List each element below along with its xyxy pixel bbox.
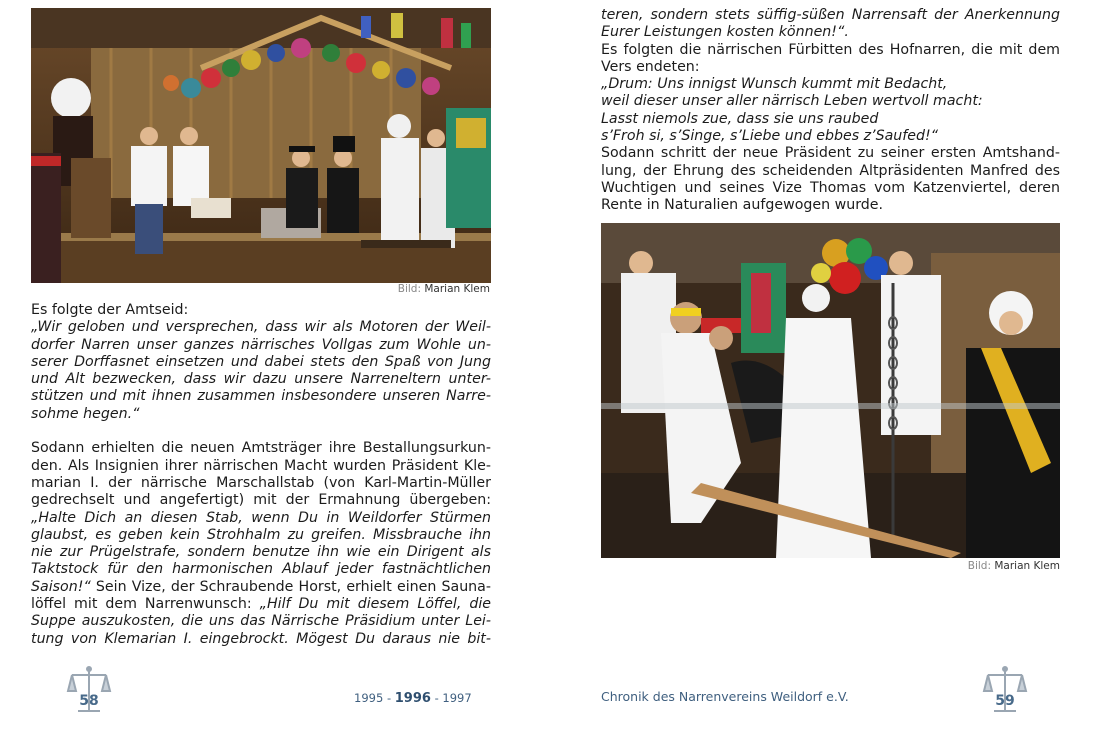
text-line: „Drum: Uns innigst Wunsch kummt mit Bedacht, <box>601 76 948 93</box>
text-line: s’Froh si, s’Singe, s’Liebe und ebbes z’Saufed!“ <box>601 128 939 145</box>
text-line: Lasst niemols zue, dass sie uns raubed <box>601 110 879 127</box>
text-fragment: Saison!“ <box>31 578 91 595</box>
text-line: serer Dorffasnet einsetzen und dabei stets den Spaß von Jung <box>31 353 491 370</box>
text-line: lung, der Ehrung des scheidenden Altpräsidenten Manfred des <box>601 162 1060 179</box>
weighing-ceremony-image <box>601 223 1060 558</box>
weighing-ceremony-photo <box>601 223 1060 558</box>
text-line: tung von Klemarian I. eingebrockt. Mögest Du daraus nie bit- <box>31 630 491 647</box>
right-body-text <box>601 7 1060 215</box>
caption-photographer: Marian Klem <box>424 283 490 295</box>
year-separator: - <box>386 691 392 705</box>
text-line: Taktstock für den harmonischen Ablauf jeder fastnächtlichen <box>31 561 491 578</box>
stage-ceremony-image <box>31 8 491 283</box>
right-photo-caption <box>968 560 1060 572</box>
footer-year-range <box>354 691 472 706</box>
year-current: 1996 <box>394 691 431 706</box>
year-next: 1997 <box>442 691 472 705</box>
year-separator: - <box>434 691 439 705</box>
caption-label: Bild: <box>967 560 991 572</box>
text-fragment: „Hilf Du mit diesem Löffel, die <box>259 596 492 613</box>
scales-emblem-icon <box>66 665 112 717</box>
text-line: stützen und mit ihnen zusammen insbesondere unseren Narre- <box>31 388 491 405</box>
text-line: und Alt bezwecken, dass wir dazu unsere Narreneltern unter- <box>31 371 491 388</box>
stage-ceremony-photo <box>31 8 491 283</box>
page-number-text: 58 <box>79 693 99 709</box>
text-line-mixed <box>31 579 491 596</box>
footer-chronicle-title: Chronik des Narrenvereins Weildorf e.V. <box>601 689 849 704</box>
text-line: Es folgten die närrischen Fürbitten des Hofnarren, die mit dem <box>601 41 1060 58</box>
text-line: Rente in Naturalien aufgewogen wurde. <box>601 197 884 214</box>
caption-label: Bild: <box>397 283 421 295</box>
paragraph-gap <box>31 423 491 440</box>
text-line: nie zur Prügelstrafe, sondern benutze ihn wie ein Dirigent als <box>31 544 491 561</box>
text-line: weil dieser unser aller närrisch Leben wertvoll macht: <box>601 93 983 110</box>
text-fragment: Sein Vize, der Schraubende Horst, erhielt einen Sauna- <box>90 578 491 595</box>
text-line: „Halte Dich an diesen Stab, wenn Du in Weildorfer Stürmen <box>31 509 491 526</box>
text-line: sohme hegen.“ <box>31 405 140 422</box>
text-line: Suppe auszukosten, die uns das Närrische Präsidium unter Lei- <box>31 613 491 630</box>
text-line: Sodann schritt der neue Präsident zu seiner ersten Amtshand- <box>601 145 1060 162</box>
caption-photographer: Marian Klem <box>994 560 1060 572</box>
year-previous: 1995 <box>354 691 384 705</box>
text-line: Sodann erhielten die neuen Amtsträger ihre Bestallungsurkun- <box>31 440 491 457</box>
text-fragment: löffel mit dem Narrenwunsch: <box>31 596 260 613</box>
text-line: „Wir geloben und versprechen, dass wir als Motoren der Weil- <box>31 319 491 336</box>
left-photo-caption <box>398 283 490 295</box>
text-line-mixed <box>31 596 491 613</box>
left-page <box>0 0 546 732</box>
page-number-text: 59 <box>995 693 1015 709</box>
text-line: dorfer Narren unser ganzes närrisches Vollgas zum Wohle un- <box>31 336 491 353</box>
scales-emblem-icon <box>982 665 1028 717</box>
text-line: den. Als Insignien ihrer närrischen Macht wurden Präsident Kle- <box>31 457 491 474</box>
right-page <box>546 0 1093 732</box>
text-line: Vers endeten: <box>601 58 700 75</box>
left-body-text <box>31 302 491 648</box>
text-line: gedrechselt und angefertigt) mit der Ermahnung übergeben: <box>31 492 491 509</box>
text-line: Es folgte der Amtseid: <box>31 302 189 318</box>
page-number-right <box>982 665 1028 717</box>
text-line: marian I. der närrische Marschallstab (von Karl-Martin-Müller <box>31 474 491 491</box>
text-line: Wuchtigen und seines Vize Thomas vom Katzenviertel, deren <box>601 179 1060 196</box>
text-line: Eurer Leistungen kosten können!“. <box>601 24 849 41</box>
page-number-left <box>66 665 112 717</box>
text-line: teren, sondern stets süffig-süßen Narrensaft der Anerkennung <box>601 7 1060 23</box>
text-line: glaubst, es geben kein Strohhalm zu greifen. Missbrauche ihn <box>31 526 491 543</box>
